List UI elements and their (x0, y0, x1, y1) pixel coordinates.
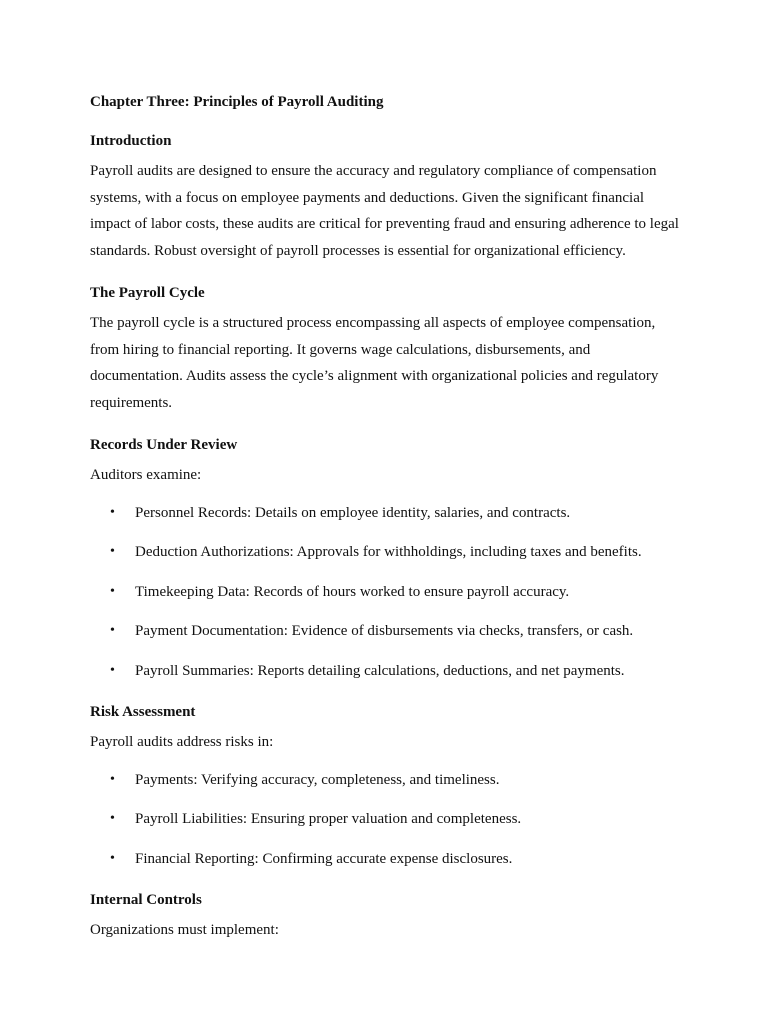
list-item (90, 658, 680, 684)
list-item-text: Timekeeping Data: Records of hours worked to ensure payroll accuracy. (135, 583, 570, 600)
bullet-icon: • (110, 583, 115, 599)
bullet-icon: • (110, 850, 115, 866)
list-item (90, 539, 680, 565)
list-intro: Auditors examine: (90, 466, 202, 483)
list-item-text: Payroll Liabilities: Ensuring proper valuation and completeness. (135, 811, 522, 828)
bullet-icon: • (110, 662, 115, 678)
section-introduction (90, 131, 680, 265)
list-item (90, 500, 680, 526)
list-item (90, 846, 680, 872)
list-item-text: Financial Reporting: Confirming accurate expense disclosures. (135, 850, 513, 867)
section-heading: Internal Controls (90, 891, 202, 908)
section-controls (90, 890, 680, 943)
bullet-icon: • (110, 811, 115, 827)
risk-list (90, 767, 680, 872)
section-records (90, 435, 680, 684)
list-item (90, 806, 680, 832)
list-item (90, 767, 680, 793)
list-intro: Organizations must implement: (90, 921, 279, 938)
chapter-title: Chapter Three: Principles of Payroll Auditing (90, 94, 384, 110)
section-heading: Records Under Review (90, 436, 238, 453)
records-list (90, 500, 680, 684)
list-item-text: Personnel Records: Details on employee identity, salaries, and contracts. (135, 504, 571, 521)
list-item (90, 618, 680, 644)
section-heading: Risk Assessment (90, 703, 196, 720)
document-page (90, 92, 680, 943)
bullet-icon: • (110, 544, 115, 560)
bullet-icon: • (110, 623, 115, 639)
bullet-icon: • (110, 504, 115, 520)
list-item-text: Payments: Verifying accuracy, completeness, and timeliness. (135, 771, 500, 788)
bullet-icon: • (110, 771, 115, 787)
list-item-text: Payment Documentation: Evidence of disbursements via checks, transfers, or cash. (135, 623, 634, 640)
list-item-text: Payroll Summaries: Reports detailing calculations, deductions, and net payments. (135, 662, 625, 679)
section-risk (90, 702, 680, 872)
section-paragraph: The payroll cycle is a structured process encompassing all aspects of employee compensation, from hiring to financial reporting. It governs wage calculations, disbursements, and documentation. Audits assess the cycle’s alignment with organizational policies and regulatory requirements. (90, 314, 659, 411)
section-heading: The Payroll Cycle (90, 284, 205, 301)
section-paragraph: Payroll audits are designed to ensure the accuracy and regulatory compliance of compensation systems, with a focus on employee payments and deductions. Given the significant financial impact of labor costs, these audits are critical for preventing fraud and ensuring adherence to legal standards. Robust oversight of payroll processes is essential for organizational efficiency. (90, 163, 679, 260)
list-item (90, 579, 680, 605)
list-intro: Payroll audits address risks in: (90, 733, 274, 750)
section-heading: Introduction (90, 133, 172, 149)
section-payroll-cycle (90, 283, 680, 417)
list-item-text: Deduction Authorizations: Approvals for withholdings, including taxes and benefits. (135, 544, 642, 561)
